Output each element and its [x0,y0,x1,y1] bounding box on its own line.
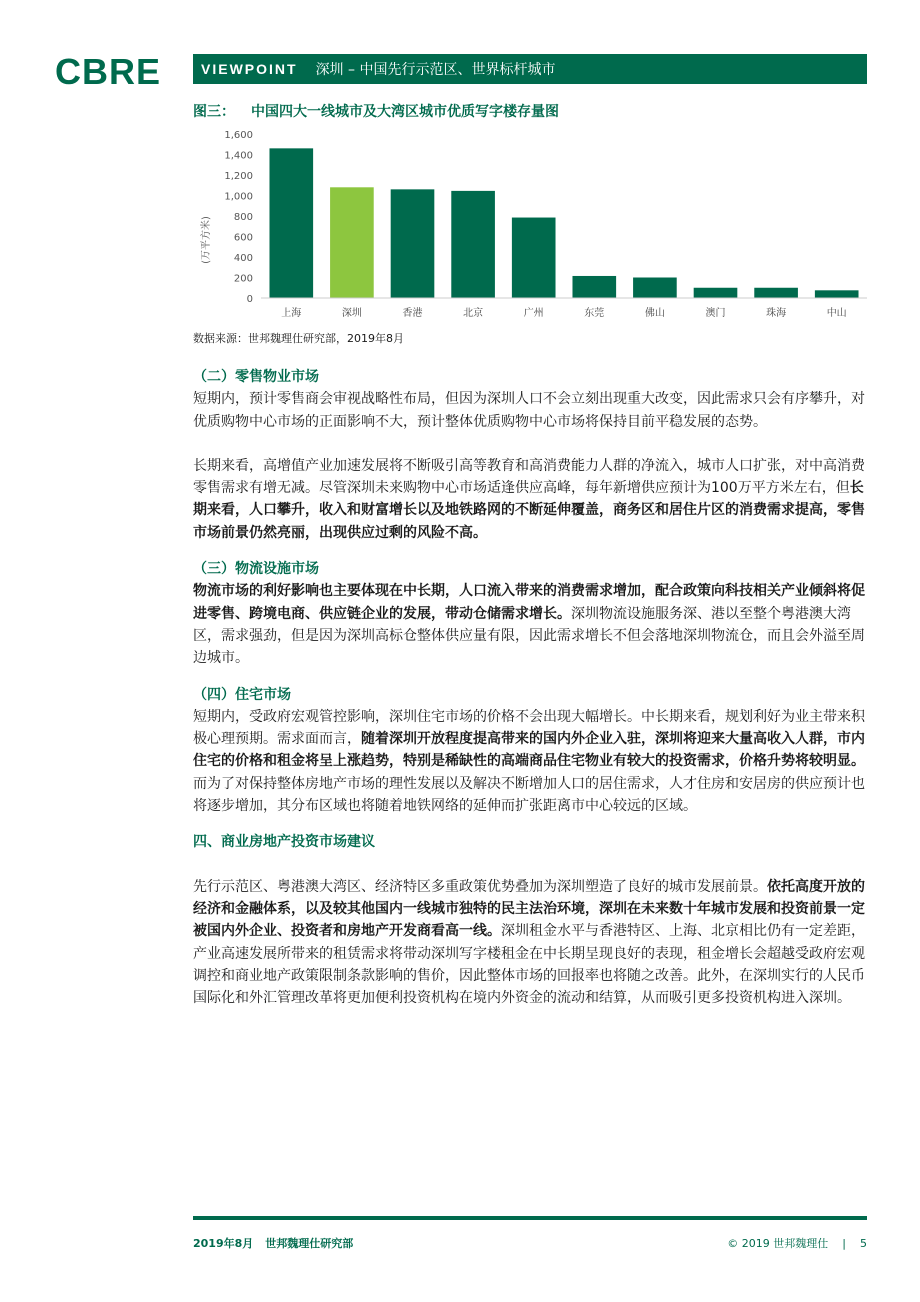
y-tick-label: 400 [233,253,253,264]
bar-5 [512,218,556,298]
bar-6 [572,276,616,298]
footer-separator: | [842,1237,846,1250]
residential-text-a: 短期内，受政府宏观管控影响，深圳住宅市场的价格不会出现大幅增长。中长期来看，规划利好为业主带来积极心理预期。需求面而言， [193,708,865,748]
residential-heading: （四）住宅市场 [193,686,291,703]
y-tick-label: 200 [233,273,253,285]
footer-org: 世邦魏理仕研究部 [265,1237,354,1250]
retail-p2-text: 长期来看，高增值产业加速发展将不断吸引高等教育和高消费能力人群的净流入，城市人口扩张，对中高消费零售需求有增无减。尽管深圳未来购物中心市场适逢供应高峰，每年新增供应预计为100万平方米左右，但 [193,457,865,497]
logistics-heading: （三）物流设施市场 [193,561,319,578]
category-label: 上海 [281,308,302,319]
footer-date: 2019年8月 [193,1237,254,1250]
logistics-text: 深圳物流设施服务深、港以至整个粤港澳大湾区，需求强劲，但是因为深圳高标仓整体供应量有限，因此需求增长不但会落地深圳物流仓，而且会外溢至周边城市。 [193,605,865,667]
category-label: 深圳 [341,308,362,319]
y-tick-label: 600 [233,232,253,244]
retail-heading: （二）零售物业市场 [193,369,319,385]
investment-text-b: 深圳租金水平与香港特区、上海、北京相比仍有一定差距，产业高速发展所带来的租赁需求将带动深圳写字楼租金在中长期呈现良好的表现，租金增长会超越受政府宏观调控和商业地产政策限制条款影响的售价，因此整体市场的回报率也将随之改善。此外，在深圳实行的人民币国际化和外汇管理改革将更加便利投资机构在境内外资金的流动和结算，从而吸引更多投资机构进入深圳。 [193,923,865,1007]
figure-title [193,101,559,121]
bar-chart [193,122,867,326]
logistics-bold: 物流市场的利好影响也主要体现在中长期，人口流入带来的消费需求增加，配合政策向科技相关产业倾斜将促进零售、跨境电商、供应链企业的发展，带动仓储需求增长。 [193,583,865,622]
y-tick-label: 1,000 [224,191,253,203]
category-label: 广州 [523,308,544,319]
category-label: 东莞 [584,308,605,319]
category-label: 珠海 [766,308,787,319]
y-tick-label: 1,200 [224,171,253,182]
banner-subtitle: 深圳 – 中国先行示范区、世界标杆城市 [315,62,556,78]
bar-8 [694,288,738,298]
bar-7 [633,278,677,299]
bar-10 [815,290,859,298]
header-banner [193,54,867,84]
bar-3 [391,189,435,298]
footer-divider [193,1216,867,1220]
footer-copyright: © 2019 世邦魏理仕 [727,1237,829,1250]
figure-title-text: 中国四大一线城市及大湾区城市优质写字楼存量图 [251,104,559,120]
residential-bold: 随着深圳开放程度提高带来的国内外企业入驻，深圳将迎来大量高收入人群，市内住宅的价格和租金将呈上涨趋势，特别是稀缺性的高端商品住宅物业有较大的投资需求，价格升势将较明显。 [193,731,865,770]
y-tick-label: 1,400 [224,150,253,162]
category-label: 香港 [402,308,423,319]
investment-bold: 依托高度开放的经济和金融体系，以及较其他国内一线城市独特的民主法治环境，深圳在未来数十年城市发展和投资前景一定被国内外企业、投资者和房地产开发商看高一线。 [193,878,865,940]
investment-paragraph [193,876,867,1010]
category-label: 澳门 [705,308,726,319]
cbre-logo: CBRE [55,51,162,92]
category-label: 佛山 [644,308,665,319]
logistics-paragraph [193,580,867,669]
category-label: 北京 [463,308,484,319]
retail-paragraph-2 [193,455,867,544]
investment-text-a: 先行示范区、粤港澳大湾区、经济特区多重政策优势叠加为深圳塑造了良好的城市发展前景。 [193,878,767,895]
residential-text-b: 而为了对保持整体房地产市场的理性发展以及解决不断增加人口的居住需求，人才住房和安居房的供应预计也将逐步增加，其分布区域也将随着地铁网络的延伸而扩张距离市中心较远的区域。 [193,775,865,815]
y-tick-label: 0 [246,294,253,305]
category-label: 中山 [826,308,847,319]
y-tick-label: 800 [233,212,253,223]
article-body [193,366,867,1009]
page-number: 5 [860,1237,867,1250]
figure-source: 数据来源：世邦魏理仕研究部，2019年8月 [193,332,404,345]
retail-paragraph-1: 短期内，预计零售商会审视战略性布局，但因为深圳人口不会立刻出现重大改变，因此需求只会有序攀升，对优质购物中心市场的正面影响不大，预计整体优质购物中心市场将保持目前平稳发展的态势。 [193,391,865,430]
bar-2 [330,187,374,298]
banner-label: VIEWPOINT [201,61,298,77]
investment-heading: 四、商业房地产投资市场建议 [193,834,375,851]
bar-9 [754,288,798,298]
residential-paragraph [193,706,867,817]
figure-label: 图三： [193,104,235,120]
y-tick-label: 1,600 [224,130,253,141]
bar-1 [269,148,313,298]
retail-p2-bold: 长期来看，人口攀升，收入和财富增长以及地铁路网的不断延伸覆盖，商务区和居住片区的消费需求提高，零售市场前景仍然亮丽，出现供应过剩的风险不高。 [193,480,865,541]
bar-4 [451,191,495,298]
chart-ylabel: (万平方米) [201,216,212,264]
